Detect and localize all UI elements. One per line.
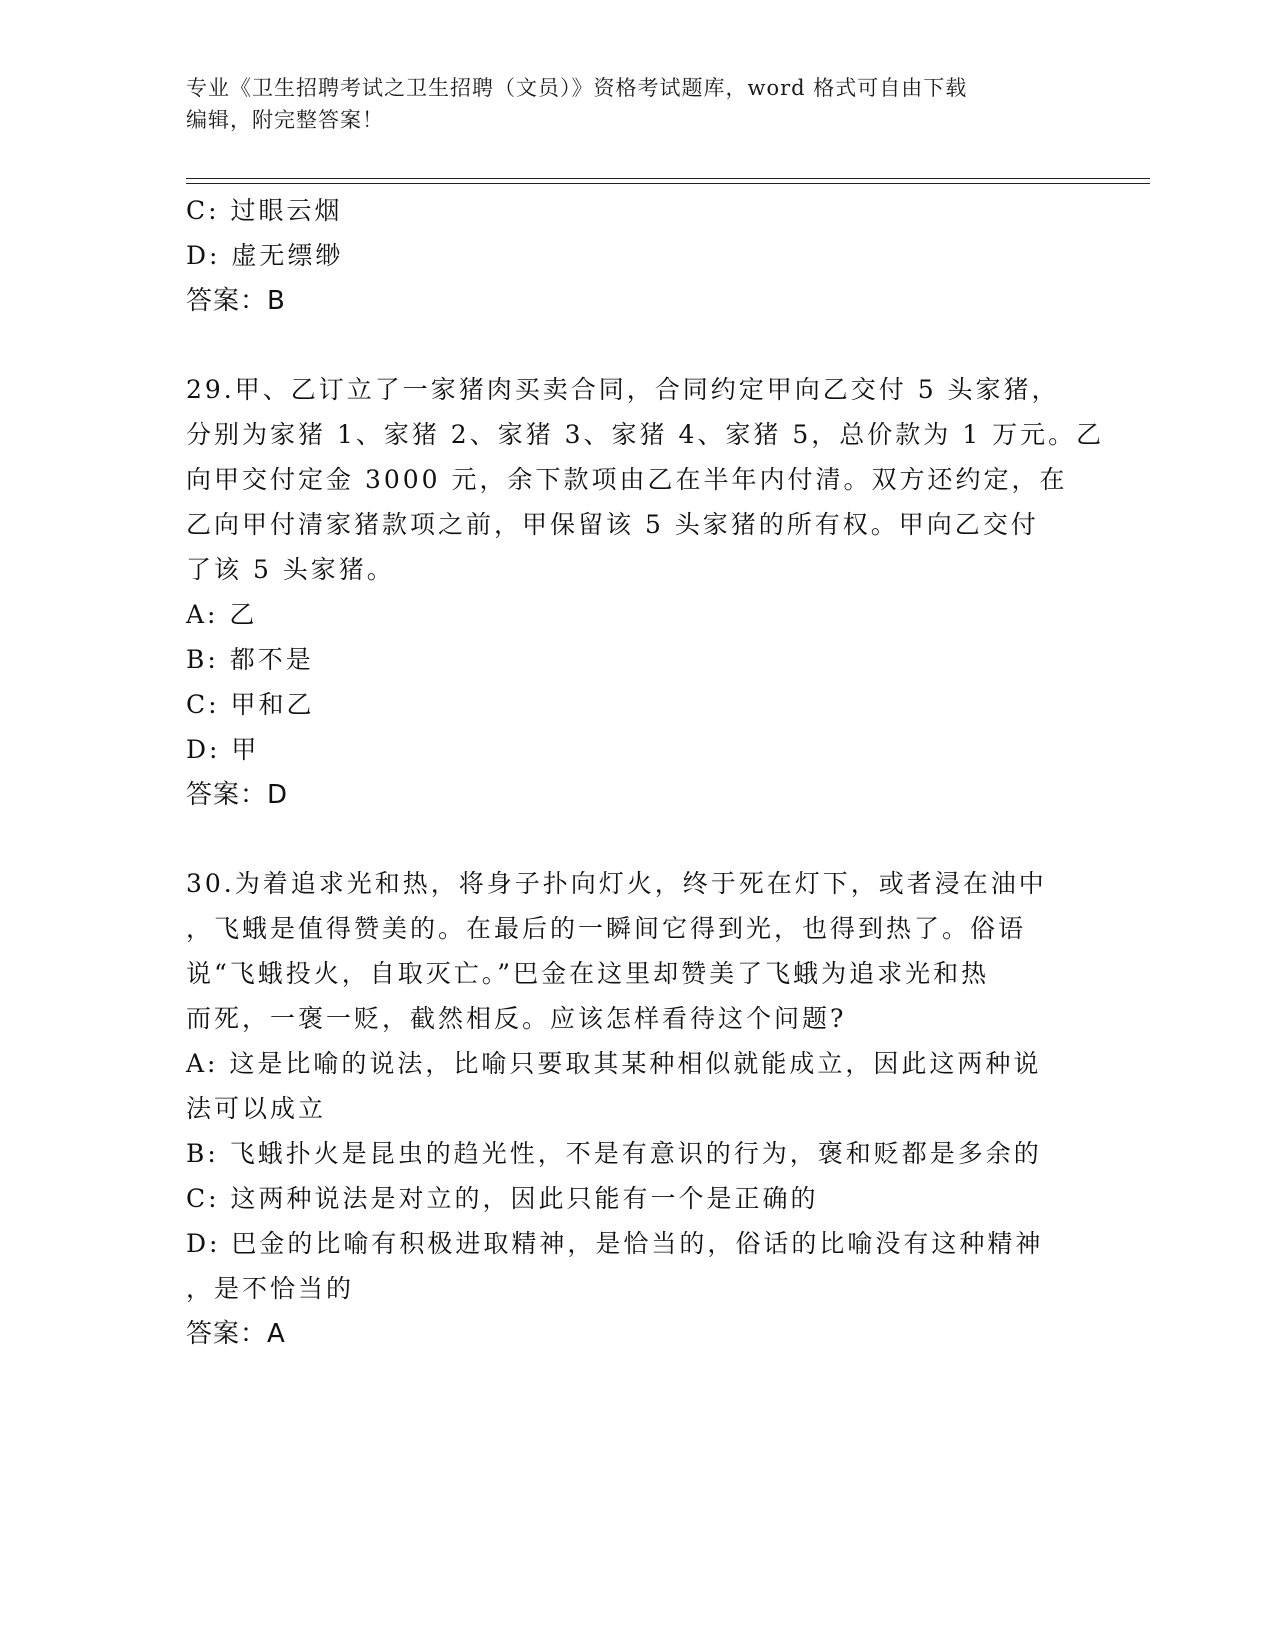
- question-text-line: 向甲交付定金 3000 元，余下款项由乙在半年内付清。双方还约定，在: [186, 465, 1068, 494]
- option-a: A: 这是比喻的说法，比喻只要取其某种相似就能成立，因此这两种说: [186, 1049, 1042, 1078]
- document-body: [186, 188, 1105, 1357]
- option-c: C: 过眼云烟: [186, 196, 343, 225]
- question-spacer: [186, 324, 1086, 367]
- option-b: B: 都不是: [186, 645, 314, 674]
- question-30: [186, 861, 1086, 1357]
- question-text-line: 分别为家猪 1、家猪 2、家猪 3、家猪 4、家猪 5，总价款为 1 万元。乙: [186, 420, 1105, 449]
- question-28-remainder: [186, 188, 1086, 324]
- option-d: D: 巴金的比喻有积极进取精神，是恰当的，俗话的比喻没有这种精神: [186, 1229, 1044, 1258]
- question-text-line: 而死，一褒一贬，截然相反。应该怎样看待这个问题?: [186, 1004, 847, 1033]
- header-line-2: 编辑，附完整答案！: [186, 108, 384, 132]
- option-d-continued: ，是不恰当的: [186, 1274, 355, 1303]
- question-text-line: 30.为着追求光和热，将身子扑向灯火，终于死在灯下，或者浸在油中: [186, 869, 1047, 898]
- option-c: C: 甲和乙: [186, 690, 315, 719]
- option-a-continued: 法可以成立: [186, 1094, 327, 1123]
- header-rule-bottom: [186, 183, 1150, 184]
- header-rule-top: [186, 178, 1150, 179]
- header-line-1: 专业《卫生招聘考试之卫生招聘（文员）》资格考试题库，word 格式可自由下载: [186, 76, 968, 100]
- question-text-line: 乙向甲付清家猪款项之前，甲保留该 5 头家猪的所有权。甲向乙交付: [186, 510, 1039, 539]
- question-text-line: 29.甲、乙订立了一家猪肉买卖合同，合同约定甲向乙交付 5 头家猪，: [186, 375, 1060, 404]
- question-spacer: [186, 818, 1086, 861]
- option-d: D: 虚无缥缈: [186, 241, 344, 270]
- option-d: D: 甲: [186, 735, 260, 764]
- question-29: [186, 367, 1105, 818]
- answer-line: 答案：D: [186, 780, 289, 810]
- option-a: A: 乙: [186, 600, 258, 629]
- question-text-line: 说“飞蛾投火，自取灭亡。”巴金在这里却赞美了飞蛾为追求光和热: [186, 959, 990, 988]
- document-header: [186, 72, 1086, 136]
- question-text-line: 了该 5 头家猪。: [186, 555, 395, 584]
- option-b: B: 飞蛾扑火是昆虫的趋光性，不是有意识的行为，褒和贬都是多余的: [186, 1139, 1042, 1168]
- option-c: C: 这两种说法是对立的，因此只能有一个是正确的: [186, 1184, 819, 1213]
- answer-line: 答案：B: [186, 286, 286, 316]
- question-text-line: ，飞蛾是值得赞美的。在最后的一瞬间它得到光，也得到热了。俗语: [186, 914, 1027, 943]
- answer-line: 答案：A: [186, 1319, 286, 1349]
